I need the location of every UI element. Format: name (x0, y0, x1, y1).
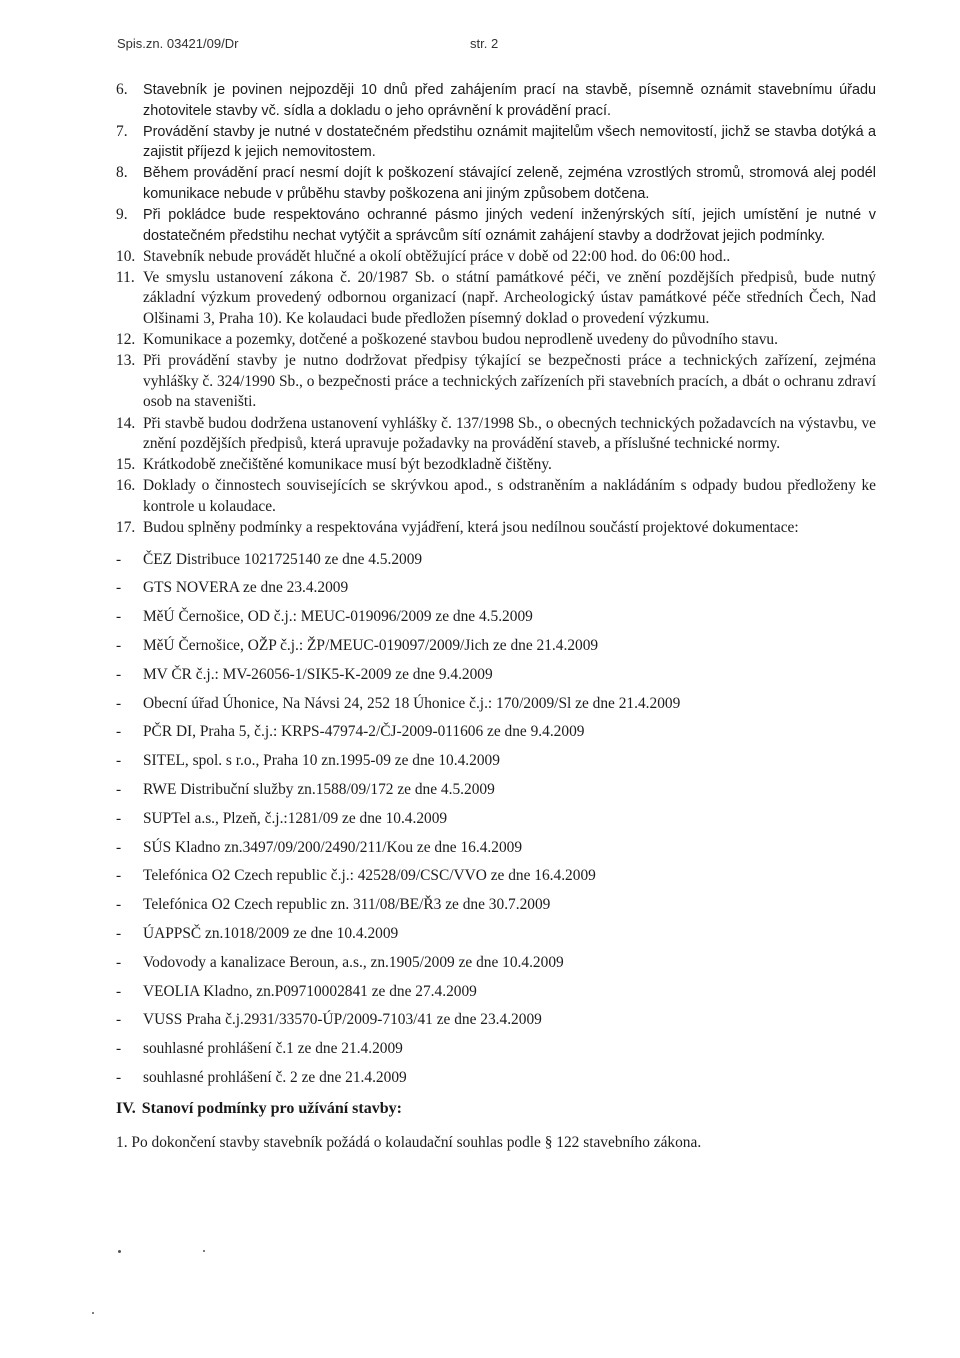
list-item: - SÚS Kladno zn.3497/09/200/2490/211/Kou ze dne 16.4.2009 (116, 838, 523, 856)
opinion-text: ČEZ Distribuce 1021725140 ze dne 4.5.2009 (143, 550, 423, 568)
opinion-text: VUSS Praha č.j.2931/33570-ÚP/2009-7103/41 ze dne 23.4.2009 (143, 1011, 542, 1029)
section-number: IV. (116, 1099, 136, 1117)
scan-speck (203, 1250, 205, 1252)
condition-text: Během provádění prací nesmí dojít k poškození stávající zeleně, zejména vzrostlých stromů, stromová alej podél komunikace nebude v průběhu stavby poškozena ani jiným způsobem dotčena. (143, 165, 876, 202)
condition-number: 7. (116, 122, 128, 140)
opinion-text: PČR DI, Praha 5, č.j.: KRPS-47974-2/ČJ-2009-011606 ze dne 9.4.2009 (143, 723, 585, 741)
list-item: - ÚAPPSČ zn.1018/2009 ze dne 10.4.2009 (116, 924, 399, 942)
condition-item (116, 205, 876, 246)
list-item: - VEOLIA Kladno, zn.P09710002841 ze dne 27.4.2009 (116, 982, 477, 1000)
condition-text: Budou splněny podmínky a respektována vyjádření, která jsou nedílnou součástí projektové dokumentace: (143, 518, 799, 536)
opinion-text: RWE Distribuční služby zn.1588/09/172 ze dne 4.5.2009 (143, 780, 495, 798)
condition-text: Komunikace a pozemky, dotčené a poškozené stavbou budou neprodleně uvedeny do původního stavu. (143, 331, 778, 349)
condition-item (116, 476, 876, 517)
condition-text: Doklady o činnostech souvisejících se skrývkou apod., s odstraněním a nakládáním s odpady budou předloženy ke kontrole u kolaudace. (143, 477, 876, 515)
condition-item (116, 330, 876, 351)
opinion-text: souhlasné prohlášení č.1 ze dne 21.4.2009 (143, 1040, 403, 1058)
list-item: - SUPTel a.s., Plzeň, č.j.:1281/09 ze dne 10.4.2009 (116, 809, 448, 827)
list-item: - VUSS Praha č.j.2931/33570-ÚP/2009-7103/41 ze dne 23.4.2009 (116, 1011, 542, 1029)
condition-number: 14. (116, 414, 136, 432)
condition-text: Při provádění stavby je nutno dodržovat předpisy týkající se bezpečnosti práce a technických zařízení, zejména vyhlášky č. 324/1990 Sb., o bezpečnosti práce a technických zařízeních při stavebních pracích, a dbát o ochranu zdraví osob na staveništi. (143, 352, 876, 411)
condition-text: Provádění stavby je nutné v dostatečném předstihu oznámit majitelům všech nemovitostí, jichž se stavba dotýká a zajistit příjezd k jejich nemovitostem. (143, 123, 876, 161)
list-item: - souhlasné prohlášení č. 2 ze dne 21.4.2009 (116, 1068, 407, 1086)
scan-speck (92, 1312, 94, 1314)
document-body (116, 80, 876, 1153)
condition-text: Stavebník je povinen nejpozději 10 dnů před zahájením prací na stavbě, písemně oznámit stavebnímu úřadu zhotovitele stavby vč. sídla a dokladu o jeho oprávnění k provádění prací. (143, 82, 876, 119)
condition-item (116, 268, 876, 330)
condition-item (116, 351, 876, 413)
opinion-text: Telefónica O2 Czech republic zn. 311/08/BE/Ř3 ze dne 30.7.2009 (143, 896, 551, 914)
opinion-text: MV ČR č.j.: MV-26056-1/SIK5-K-2009 ze dne 9.4.2009 (143, 665, 493, 683)
list-item: - PČR DI, Praha 5, č.j.: KRPS-47974-2/ČJ-2009-011606 ze dne 9.4.2009 (116, 723, 585, 741)
list-item: - Vodovody a kanalizace Beroun, a.s., zn.1905/2009 ze dne 10.4.2009 (116, 953, 564, 971)
condition-number: 10. (116, 247, 136, 265)
list-item: - ČEZ Distribuce 1021725140 ze dne 4.5.2009 (116, 550, 423, 568)
list-item: - GTS NOVERA ze dne 23.4.2009 (116, 579, 349, 597)
list-item: - RWE Distribuční služby zn.1588/09/172 ze dne 4.5.2009 (116, 780, 495, 798)
opinion-text: ÚAPPSČ zn.1018/2009 ze dne 10.4.2009 (143, 924, 399, 942)
file-reference: Spis.zn. 03421/09/Dr (117, 36, 239, 51)
opinion-text: MěÚ Černošice, OD č.j.: MEUC-019096/2009 ze dne 4.5.2009 (143, 608, 533, 626)
condition-number: 12. (116, 331, 136, 349)
opinion-text: GTS NOVERA ze dne 23.4.2009 (143, 579, 349, 597)
page-number: str. 2 (470, 36, 499, 51)
condition-number: 13. (116, 352, 136, 370)
opinions-list (116, 546, 876, 1093)
list-item: - Telefónica O2 Czech republic zn. 311/08/BE/Ř3 ze dne 30.7.2009 (116, 896, 551, 914)
condition-item (116, 163, 876, 204)
opinion-text: SITEL, spol. s r.o., Praha 10 zn.1995-09 ze dne 10.4.2009 (143, 752, 500, 770)
opinion-text: souhlasné prohlášení č. 2 ze dne 21.4.2009 (143, 1068, 407, 1086)
condition-text: Krátkodobě znečištěné komunikace musí být bezodkladně čištěny. (143, 456, 552, 474)
condition-text: Při pokládce bude respektováno ochranné pásmo jiných vedení inženýrských sítí, jejich umístění je nutné v dostatečném předstihu nechat vytýčit a správcům sítí oznámit zahájení stavby a dodržovat jejich podmínky. (143, 207, 876, 244)
section-heading (116, 1097, 876, 1121)
opinion-text: SUPTel a.s., Plzeň, č.j.:1281/09 ze dne 10.4.2009 (143, 809, 448, 827)
condition-number: 8. (116, 164, 128, 182)
list-item: - MěÚ Černošice, OD č.j.: MEUC-019096/2009 ze dne 4.5.2009 (116, 608, 533, 626)
condition-item (116, 414, 876, 455)
opinion-text: SÚS Kladno zn.3497/09/200/2490/211/Kou ze dne 16.4.2009 (143, 838, 523, 856)
condition-number: 11. (116, 268, 135, 286)
opinion-text: VEOLIA Kladno, zn.P09710002841 ze dne 27.4.2009 (143, 982, 477, 1000)
list-item: - Obecní úřad Úhonice, Na Návsi 24, 252 18 Úhonice č.j.: 170/2009/Sl ze dne 21.4.2009 (116, 694, 681, 712)
opinion-text: Obecní úřad Úhonice, Na Návsi 24, 252 18 Úhonice č.j.: 170/2009/Sl ze dne 21.4.2009 (143, 694, 681, 712)
opinion-text: Vodovody a kanalizace Beroun, a.s., zn.1905/2009 ze dne 10.4.2009 (143, 953, 564, 971)
list-item: - souhlasné prohlášení č.1 ze dne 21.4.2009 (116, 1040, 403, 1058)
usage-condition-number: 1. (116, 1133, 128, 1151)
condition-item (116, 455, 876, 476)
opinion-text: MěÚ Černošice, OŽP č.j.: ŽP/MEUC-019097/2009/Jich ze dne 21.4.2009 (143, 636, 599, 654)
list-item: - MV ČR č.j.: MV-26056-1/SIK5-K-2009 ze dne 9.4.2009 (116, 665, 493, 683)
condition-item (116, 122, 876, 163)
condition-text: Při stavbě budou dodržena ustanovení vyhlášky č. 137/1998 Sb., o obecných technických požadavcích na výstavbu, ve znění pozdějších předpisů, která upravuje požadavky na provádění staveb, a příslušné technické normy. (143, 414, 876, 453)
condition-text: Stavebník nebude provádět hlučné a okolí obtěžující práce v době od 22:00 hod. do 06:00 hod.. (143, 247, 731, 265)
scan-speck (118, 1250, 121, 1253)
list-item: - SITEL, spol. s r.o., Praha 10 zn.1995-09 ze dne 10.4.2009 (116, 752, 500, 770)
condition-item (116, 518, 876, 539)
condition-text: Ve smyslu ustanovení zákona č. 20/1987 Sb. o státní památkové péči, ve znění pozdějších předpisů, bude nutný základní výzkum provedený odbornou organizací (např. Archeologický ústav památkové péče středních Čech, Nad Olšinami 3, Praha 10). Ke kolaudaci bude předložen písemný doklad o provedení výzkumu. (143, 268, 876, 328)
condition-number: 6. (116, 81, 128, 98)
condition-item (116, 80, 876, 121)
condition-item (116, 247, 876, 268)
usage-condition (116, 1133, 876, 1154)
list-item: - Telefónica O2 Czech republic č.j.: 42528/09/CSC/VVO ze dne 16.4.2009 (116, 867, 596, 885)
section-title-text: Stanoví podmínky pro užívání stavby: (141, 1099, 402, 1117)
opinion-text: Telefónica O2 Czech republic č.j.: 42528/09/CSC/VVO ze dne 16.4.2009 (143, 867, 596, 885)
condition-number: 9. (116, 206, 128, 224)
condition-number: 15. (116, 456, 136, 474)
condition-number: 17. (116, 518, 136, 536)
list-item: - MěÚ Černošice, OŽP č.j.: ŽP/MEUC-019097/2009/Jich ze dne 21.4.2009 (116, 636, 599, 654)
condition-number: 16. (116, 477, 136, 495)
usage-condition-text: Po dokončení stavby stavebník požádá o kolaudační souhlas podle § 122 stavebního zákona. (131, 1133, 702, 1151)
